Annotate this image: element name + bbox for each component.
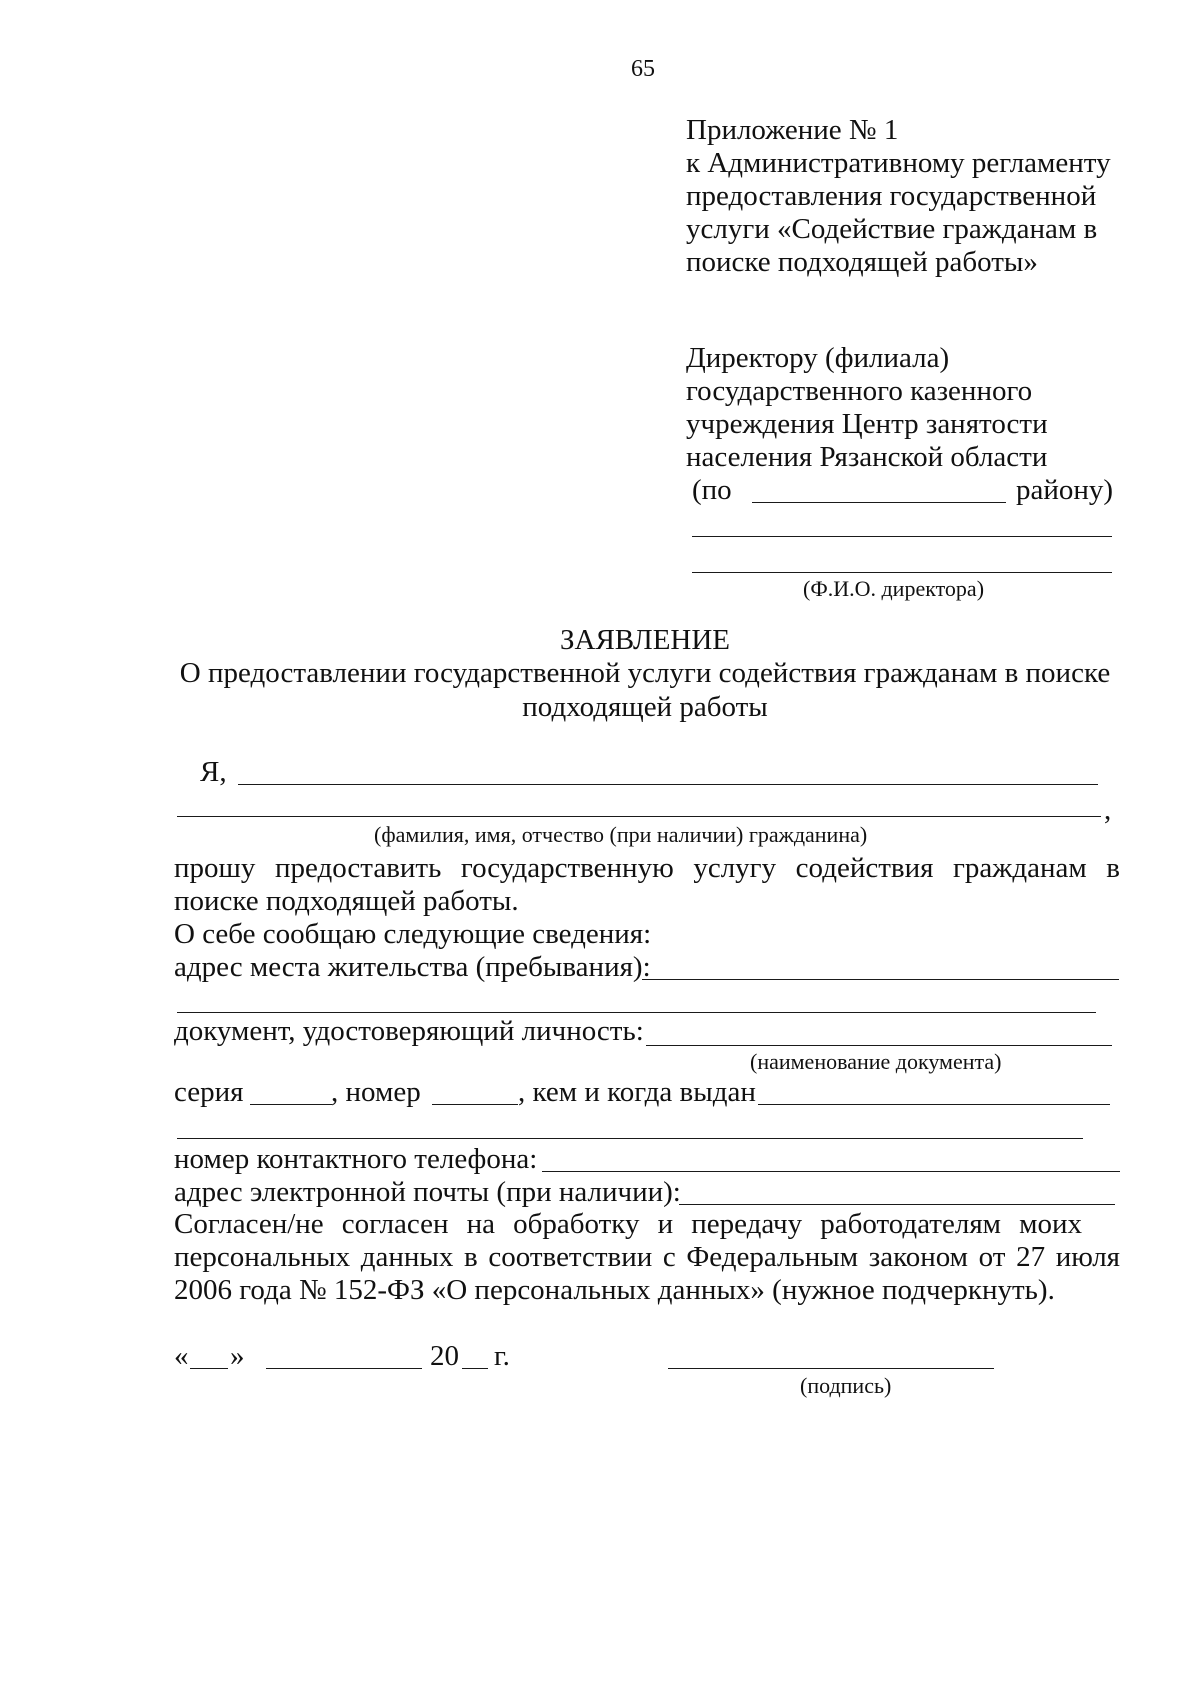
addressee-line: Директору (филиала)	[686, 342, 950, 374]
applicant-name-field-2[interactable]	[177, 816, 1101, 817]
addressee-line: населения Рязанской области	[686, 441, 1048, 473]
series-label: серия	[174, 1076, 244, 1108]
number-field[interactable]	[432, 1104, 518, 1105]
document-heading: ЗАЯВЛЕНИЕ	[559, 624, 731, 656]
document-label: документ, удостоверяющий личность:	[174, 1015, 644, 1047]
phone-label: номер контактного телефона:	[174, 1143, 538, 1175]
issued-label: , кем и когда выдан	[518, 1076, 756, 1108]
consent-text: персональных данных в соответствии с Федеральным законом от 27 июля	[174, 1241, 1120, 1273]
address-field-2[interactable]	[177, 1012, 1096, 1013]
district-field[interactable]	[752, 502, 1006, 503]
appendix-title: Приложение № 1	[686, 114, 899, 146]
issued-field[interactable]	[758, 1104, 1110, 1105]
document-caption: (наименование документа)	[750, 1049, 1002, 1074]
signature-field[interactable]	[668, 1368, 994, 1369]
document-subtitle: подходящей работы	[522, 691, 768, 723]
date-close-quote: »	[230, 1340, 245, 1372]
request-text: поиске подходящей работы.	[174, 885, 519, 917]
email-field[interactable]	[679, 1204, 1115, 1205]
document-field[interactable]	[646, 1045, 1112, 1046]
page-number: 65	[631, 56, 655, 82]
director-name-field-2[interactable]	[692, 572, 1112, 573]
addressee-line: учреждения Центр занятости	[686, 408, 1048, 440]
applicant-name-field[interactable]	[238, 784, 1098, 785]
consent-text: Согласен/не согласен на обработку и передачу работодателям моих	[174, 1208, 1082, 1240]
district-prefix: (по	[692, 474, 732, 506]
address-label: адрес места жительства (пребывания):	[174, 951, 651, 983]
year-suffix: г.	[494, 1340, 510, 1372]
number-label: , номер	[331, 1076, 421, 1108]
appendix-line: к Административному регламенту	[686, 147, 1111, 179]
issued-field-2[interactable]	[177, 1138, 1083, 1139]
day-field[interactable]	[190, 1368, 228, 1369]
document-subtitle: О предоставлении государственной услуги содействия гражданам в поиске	[179, 657, 1111, 689]
i-label: Я,	[200, 756, 227, 788]
series-field[interactable]	[250, 1104, 332, 1105]
director-caption: (Ф.И.О. директора)	[803, 576, 985, 601]
consent-text: 2006 года № 152-ФЗ «О персональных данных» (нужное подчеркнуть).	[174, 1274, 1055, 1306]
signature-caption: (подпись)	[800, 1373, 892, 1398]
date-open-quote: «	[174, 1340, 189, 1372]
request-text: прошу предоставить государственную услугу содействия гражданам в	[174, 852, 1120, 884]
director-name-field[interactable]	[692, 536, 1112, 537]
appendix-line: услуги «Содействие гражданам в	[686, 213, 1098, 245]
month-field[interactable]	[266, 1368, 422, 1369]
comma-mark: ,	[1104, 794, 1112, 826]
fio-caption: (фамилия, имя, отчество (при наличии) гражданина)	[374, 822, 868, 847]
addressee-line: государственного казенного	[686, 375, 1033, 407]
year-prefix: 20	[430, 1340, 459, 1372]
email-label: адрес электронной почты (при наличии):	[174, 1176, 681, 1208]
about-self-text: О себе сообщаю следующие сведения:	[174, 918, 652, 950]
appendix-line: предоставления государственной	[686, 180, 1097, 212]
appendix-line: поиске подходящей работы»	[686, 246, 1038, 278]
phone-field[interactable]	[542, 1171, 1120, 1172]
district-suffix: району)	[1016, 474, 1114, 506]
year-field[interactable]	[462, 1368, 488, 1369]
address-field[interactable]	[642, 979, 1119, 980]
